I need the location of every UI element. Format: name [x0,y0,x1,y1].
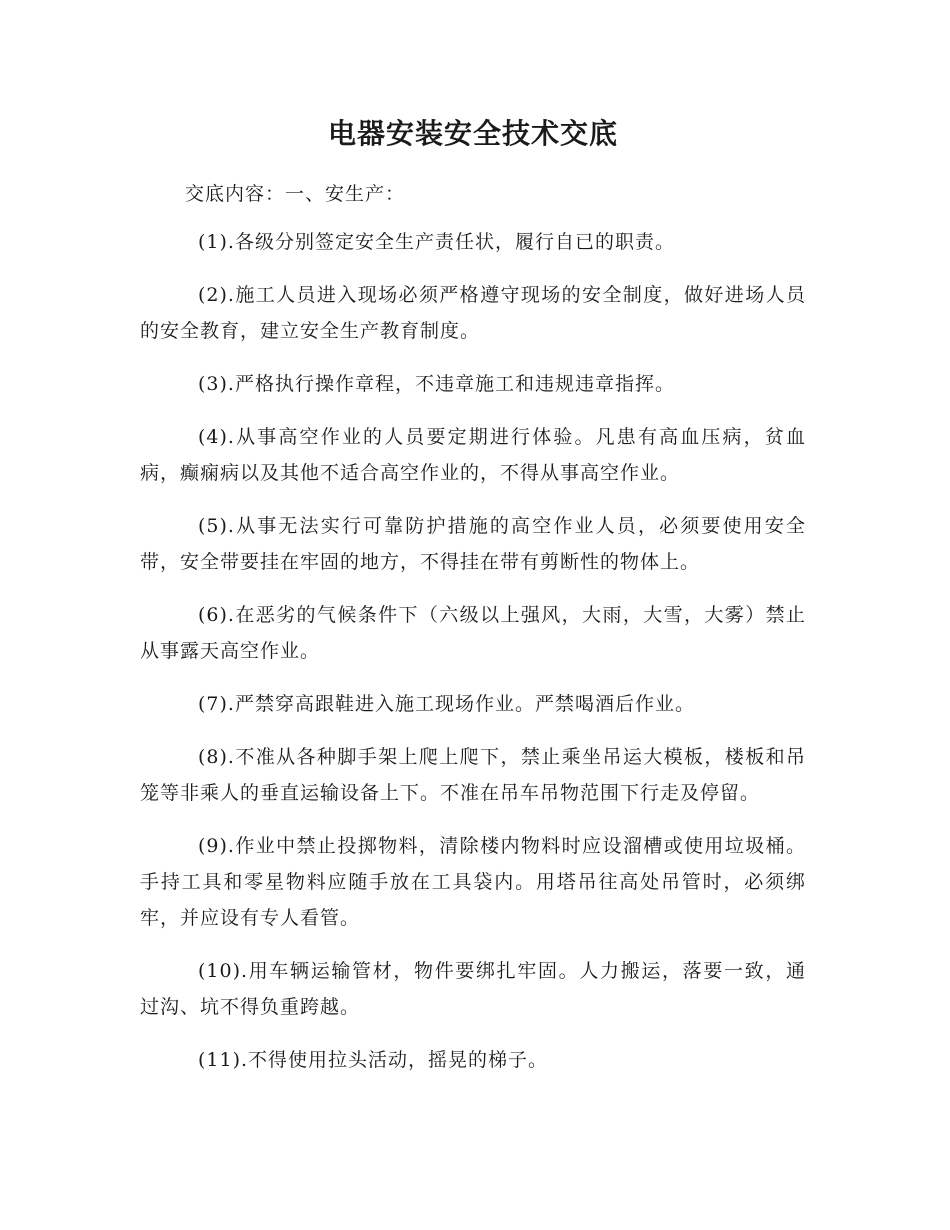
list-item: (1).各级分别签定安全生产责任状，履行自已的职责。 [198,231,675,253]
document-title: 电器安装安全技术交底 [327,117,618,150]
list-item: (2).施工人员进入现场必须严格遵守现场的安全制度，做好进场人员的安全教育，建立安全生产教育制度。 [140,284,806,342]
list-item: (3).严格执行操作章程，不违章施工和违规违章指挥。 [198,373,675,395]
list-item: (7).严禁穿高跟鞋进入施工现场作业。严禁喝酒后作业。 [198,693,695,715]
list-item: (10).用车辆运输管材，物件要绑扎牢固。人力搬运，落要一致，通过沟、坑不得负重跨越。 [140,960,806,1018]
list-item: (11).不得使用拉头活动，摇晃的梯子。 [198,1049,549,1071]
list-item: (8).不准从各种脚手架上爬上爬下，禁止乘坐吊运大模板，楼板和吊笼等非乘人的垂直运输设备上下。不准在吊车吊物范围下行走及停留。 [140,746,806,804]
document-page [140,112,806,1095]
list-item: (5).从事无法实行可靠防护措施的高空作业人员，必须要使用安全带，安全带要挂在牢固的地方，不得挂在带有剪断性的物体上。 [140,515,806,573]
list-item: (4).从事高空作业的人员要定期进行体验。凡患有高血压病，贫血病，癫痫病以及其他不适合高空作业的，不得从事高空作业。 [140,426,806,484]
intro-line: 交底内容：一、安生产： [185,183,406,205]
list-item: (9).作业中禁止投掷物料，清除楼内物料时应设溜槽或使用垃圾桶。手持工具和零星物料应随手放在工具袋内。用塔吊往高处吊管时，必须绑牢，并应设有专人看管。 [140,835,806,929]
list-item: (6).在恶劣的气候条件下（六级以上强风，大雨，大雪，大雾）禁止从事露天高空作业。 [140,604,806,662]
